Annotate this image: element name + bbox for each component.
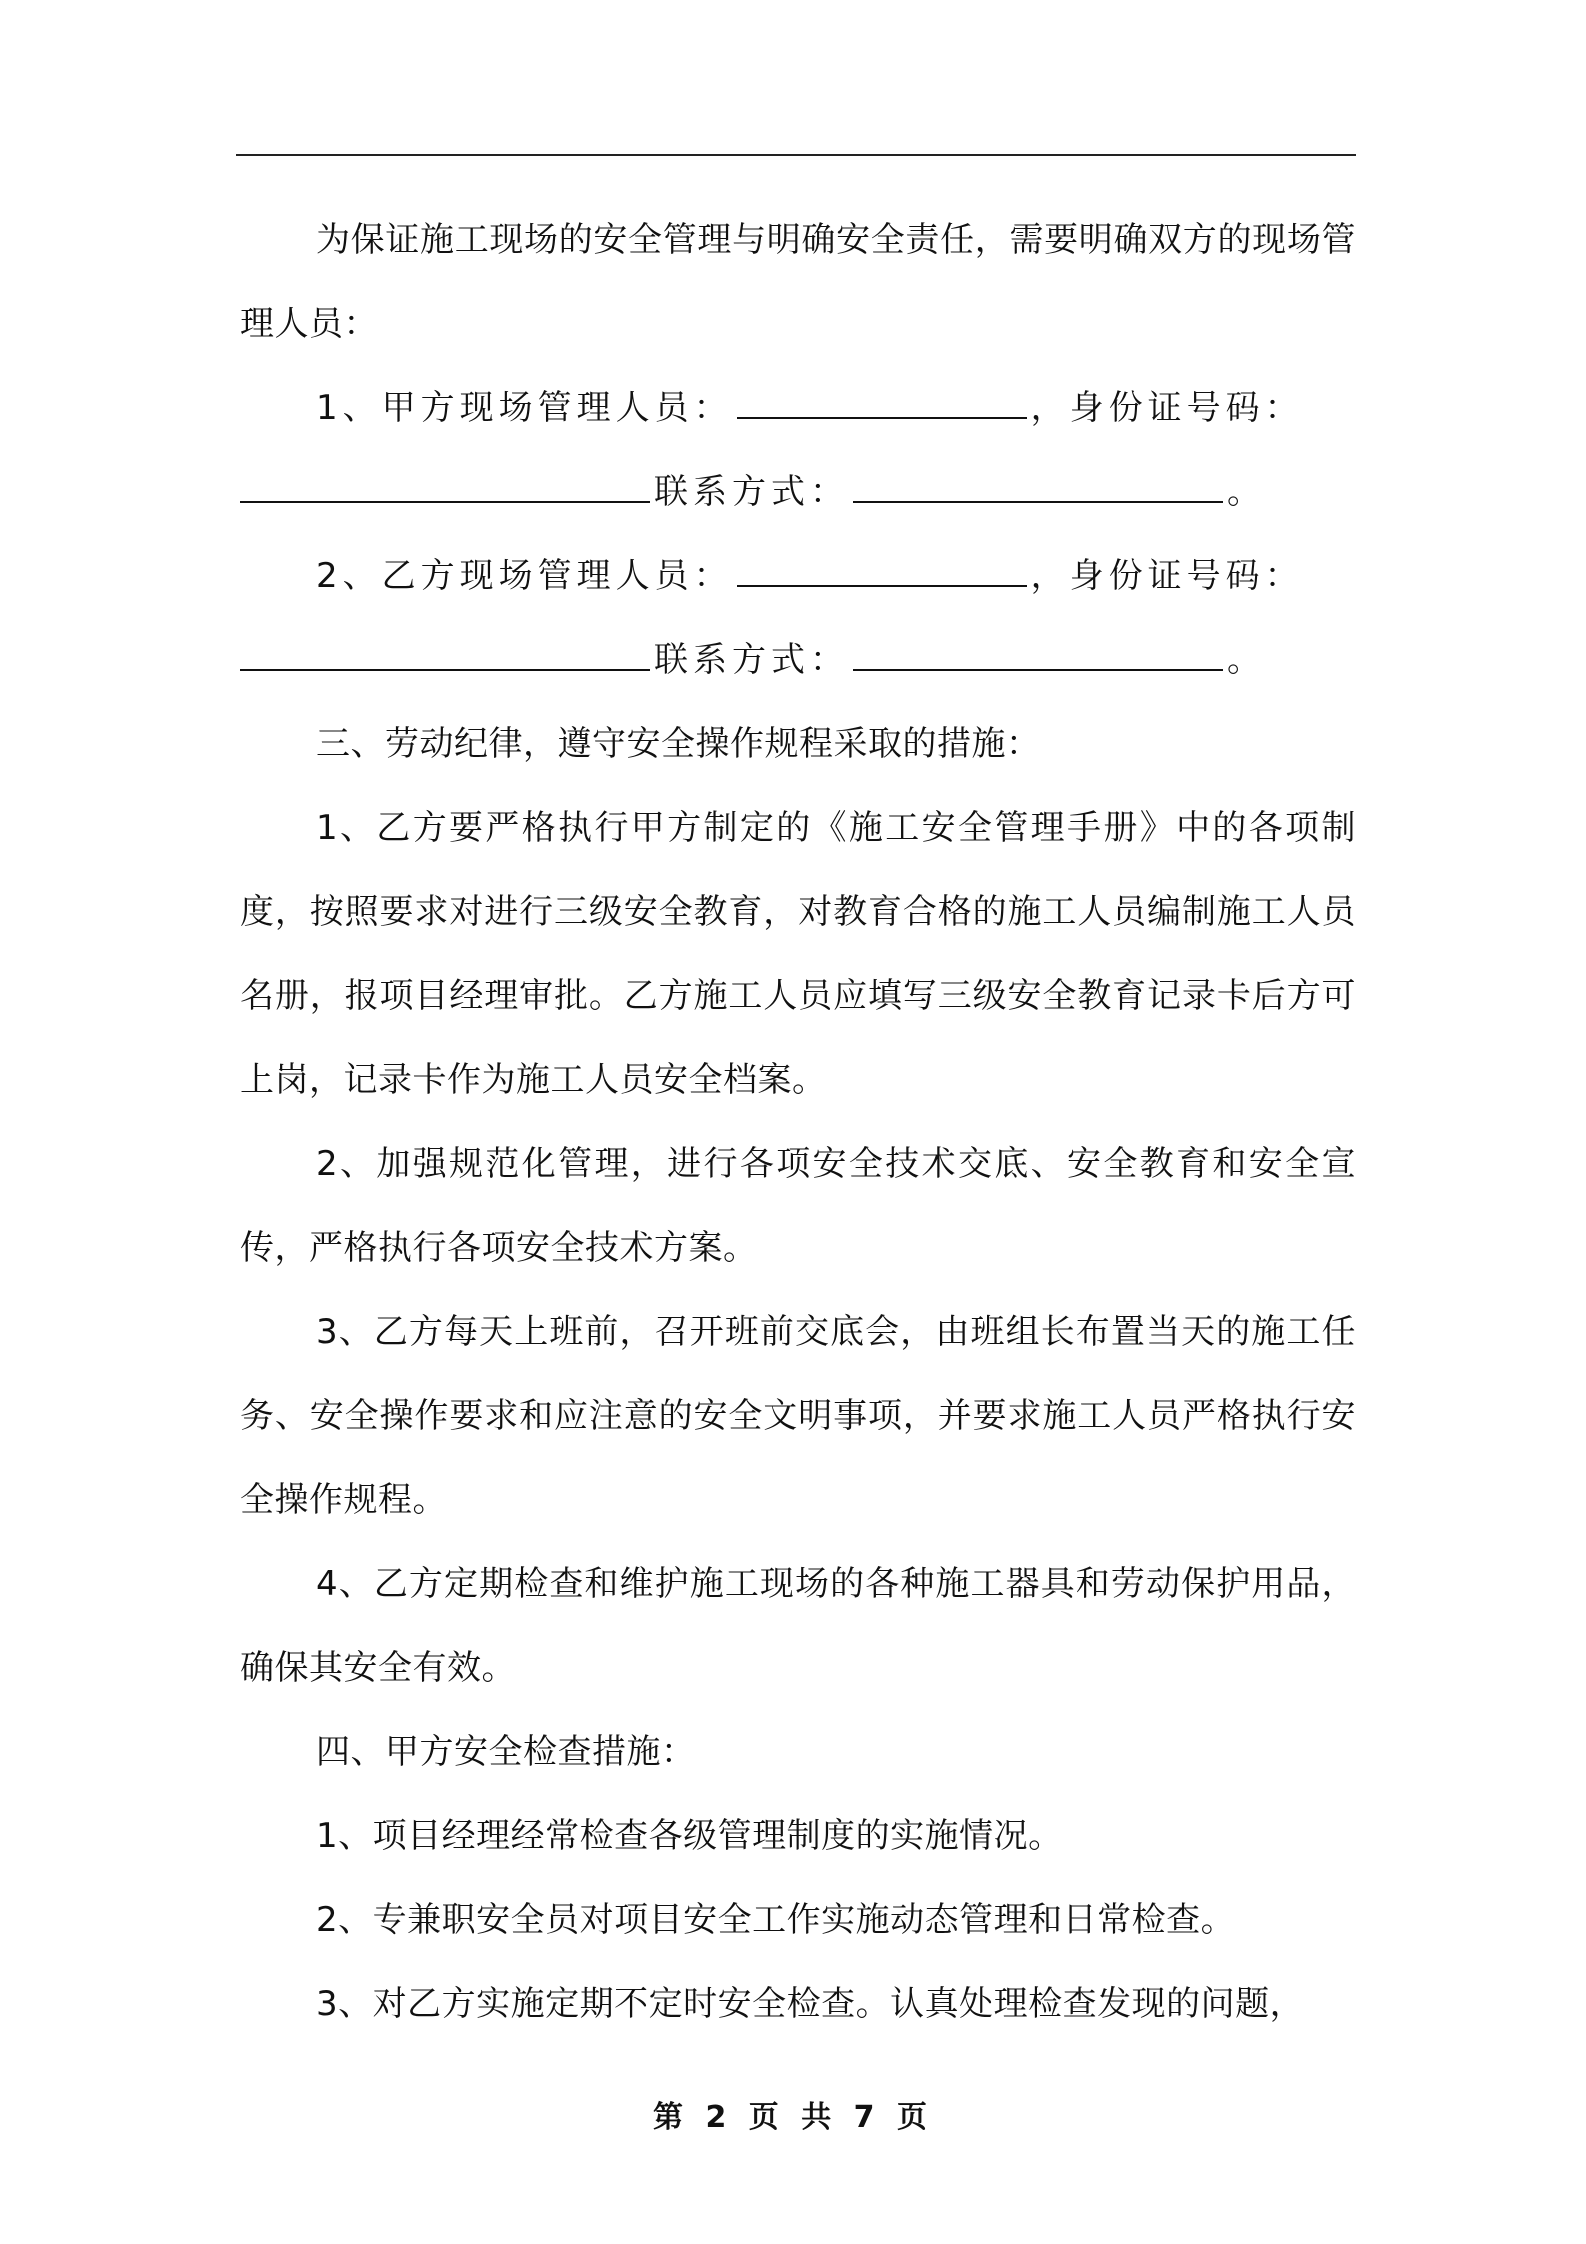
party-b-manager-row — [240, 534, 1356, 618]
section-4-item-2: 2、专兼职安全员对项目安全工作实施动态管理和日常检查。 — [316, 1900, 1236, 1940]
section-3-heading: 三、劳动纪律，遵守安全操作规程采取的措施： — [316, 724, 1041, 764]
intro-paragraph: 为保证施工现场的安全管理与明确安全责任，需要明确双方的现场管理人员： — [240, 220, 1356, 344]
party-b-contact-row — [240, 618, 1356, 702]
section-3-item-3: 3、乙方每天上班前，召开班前交底会，由班组长布置当天的施工任务、安全操作要求和应注意的安全文明事项，并要求施工人员严格执行安全操作规程。 — [240, 1312, 1356, 1520]
party-a-id-label: ，身份证号码： — [1030, 388, 1304, 428]
section-3-item-1: 1、乙方要严格执行甲方制定的《施工安全管理手册》中的各项制度，按照要求对进行三级安全教育，对教育合格的施工人员编制施工人员名册，报项目经理审批。乙方施工人员应填写三级安全教育记录卡后方可上岗，记录卡作为施工人员安全档案。 — [240, 808, 1356, 1100]
section-4-heading: 四、甲方安全检查措施： — [316, 1732, 696, 1772]
party-b-manager-label: 2、乙方现场管理人员： — [316, 556, 733, 596]
party-a-manager-row — [240, 366, 1356, 450]
header-rule — [236, 154, 1356, 156]
section-3-item-2: 2、加强规范化管理，进行各项安全技术交底、安全教育和安全宣传，严格执行各项安全技术方案。 — [240, 1144, 1356, 1268]
party-a-contact-label: 联系方式： — [654, 472, 849, 512]
party-a-contact-row — [240, 450, 1356, 534]
section-4-item-3: 3、对乙方实施定期不定时安全检查。认真处理检查发现的问题， — [316, 1984, 1305, 2024]
party-b-id-label: ，身份证号码： — [1030, 556, 1304, 596]
party-b-row-end: 。 — [1227, 640, 1266, 680]
party-b-contact-field[interactable] — [853, 633, 1223, 671]
party-b-contact-label: 联系方式： — [654, 640, 849, 680]
section-3-item-4: 4、乙方定期检查和维护施工现场的各种施工器具和劳动保护用品，确保其安全有效。 — [240, 1564, 1356, 1688]
page-number-footer: 第 2 页 共 7 页 — [653, 2100, 933, 2135]
party-a-contact-field[interactable] — [853, 465, 1223, 503]
party-a-row-end: 。 — [1227, 472, 1266, 512]
party-b-name-field[interactable] — [737, 549, 1027, 587]
party-a-manager-label: 1、甲方现场管理人员： — [316, 388, 733, 428]
party-a-name-field[interactable] — [737, 381, 1027, 419]
document-body — [240, 198, 1356, 2046]
party-a-id-field[interactable] — [240, 465, 650, 503]
section-4-item-1: 1、项目经理经常检查各级管理制度的实施情况。 — [316, 1816, 1063, 1856]
party-b-id-field[interactable] — [240, 633, 650, 671]
